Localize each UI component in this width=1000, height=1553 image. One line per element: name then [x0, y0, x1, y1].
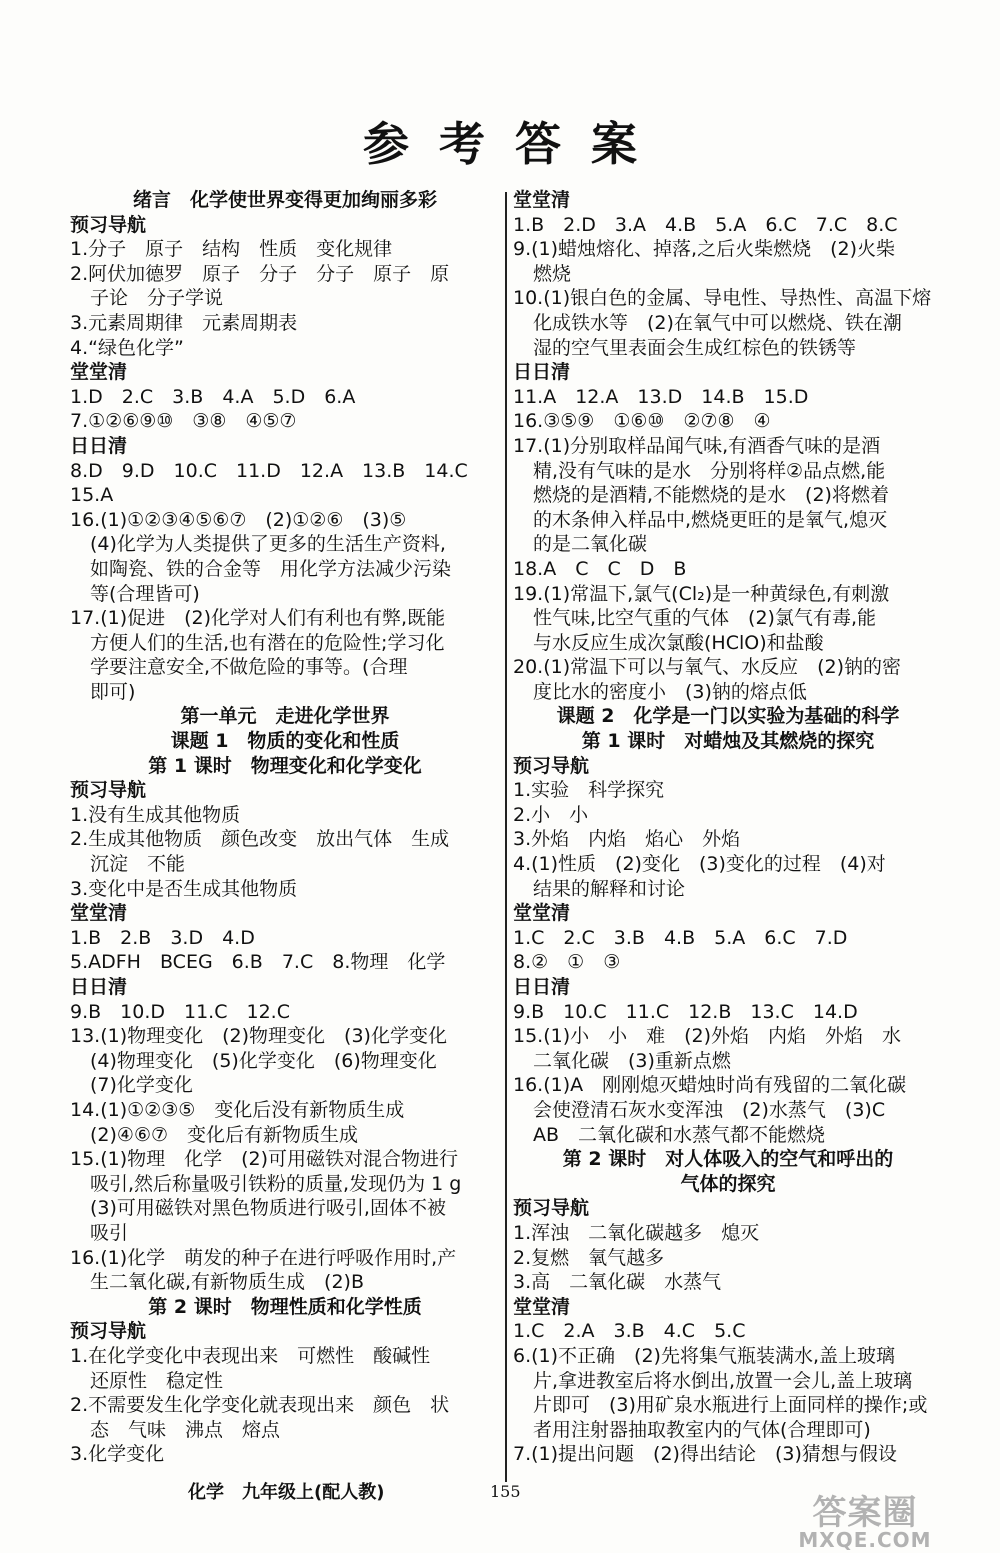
answer-line: 15.(1)小 小 难 (2)外焰 内焰 外焰 水: [513, 1025, 902, 1048]
footer-book-title: 化学 九年级上(配人教): [188, 1482, 385, 1503]
answer-line: 态 气味 沸点 熔点: [90, 1418, 281, 1441]
answer-line: (3)可用磁铁对黑色物质进行吸引,固体不被: [90, 1197, 446, 1220]
page-title: 参考答案: [363, 117, 667, 171]
answer-line: 2.生成其他物质 颜色改变 放出气体 生成: [70, 828, 450, 851]
answer-line: 15.(1)物理 化学 (2)可用磁铁对混合物进行: [70, 1148, 459, 1171]
section-heading: 日日清: [513, 976, 571, 998]
answer-line: 学要注意安全,不做危险的事等。(合理: [90, 656, 408, 679]
section-heading: 预习导航: [70, 213, 147, 236]
answer-line: (4)化学为人类提供了更多的生活生产资料,: [90, 533, 446, 556]
answer-line: 精,没有气味的是水 分别将样②品点燃,能: [533, 459, 886, 482]
answer-line: 16.(1)①②③④⑤⑥⑦ (2)①②⑥ (3)⑤: [70, 508, 407, 531]
answer-line: 5.ADFH BCEG 6.B 7.C 8.物理 化学: [70, 951, 446, 974]
answer-line: 16.(1)化学 萌发的种子在进行呼吸作用时,产: [70, 1246, 457, 1269]
answer-line: 4.“绿色化学”: [70, 336, 184, 359]
answer-line: 结果的解释和讨论: [533, 877, 686, 900]
section-heading: 预习导航: [70, 779, 147, 802]
answer-line: 方便人们的生活,也有潜在的危险性;学习化: [90, 631, 445, 654]
answer-line: 3.变化中是否生成其他物质: [70, 877, 298, 900]
section-heading: 绪言 化学使世界变得更加绚丽多彩: [132, 189, 437, 211]
answer-line: 3.化学变化: [70, 1443, 165, 1466]
answer-line: 1.没有生成其他物质: [70, 803, 241, 826]
answer-line: 生二氧化碳,有新物质生成 (2)B: [90, 1271, 364, 1294]
answer-line: (4)物理变化 (5)化学变化 (6)物理变化: [90, 1049, 437, 1072]
answer-line: 17.(1)分别取样品闻气味,有酒香气味的是酒: [513, 434, 881, 457]
section-heading: 第 2 课时 对人体吸入的空气和呼出的: [562, 1148, 894, 1171]
left-column: [70, 188, 500, 1467]
section-heading: 气体的探究: [680, 1172, 776, 1195]
section-heading: 日日清: [513, 361, 571, 384]
answer-line: 8.D 9.D 10.C 11.D 12.A 13.B 14.C: [70, 459, 468, 482]
answer-line: 等(合理皆可): [90, 582, 200, 605]
answer-line: 沉淀 不能: [90, 853, 186, 876]
column-divider: [505, 192, 507, 1482]
answer-line: 7.①②⑥⑨⑩ ③⑧ ④⑤⑦: [70, 410, 297, 433]
answer-line: 吸引: [90, 1221, 129, 1244]
answer-line: 6.(1)不正确 (2)先将集气瓶装满水,盖上玻璃: [513, 1344, 895, 1367]
answer-line: (2)④⑥⑦ 变化后有新物质生成: [90, 1123, 359, 1146]
answer-line: 燃烧: [533, 262, 572, 285]
answer-line: 燃烧的是酒精,不能燃烧的是水 (2)将燃着: [533, 484, 889, 507]
answer-line: 片即可 (3)用矿泉水瓶进行上面同样的操作;或: [533, 1394, 928, 1417]
answer-line: 14.(1)①②③⑤ 变化后没有新物质生成: [70, 1098, 405, 1121]
answer-line: 还原性 稳定性: [90, 1369, 224, 1392]
answer-line: 17.(1)促进 (2)化学对人们有利也有弊,既能: [70, 607, 446, 630]
answer-line: 与水反应生成次氯酸(HClO)和盐酸: [533, 631, 824, 654]
answer-line: 即可): [90, 680, 136, 703]
answer-line: 片,拿进教室后将水倒出,放置一会儿,盖上玻璃: [533, 1369, 913, 1392]
answer-line: 1.C 2.A 3.B 4.C 5.C: [513, 1320, 746, 1343]
section-heading: 堂堂清: [513, 902, 571, 925]
answer-line: 的是二氧化碳: [533, 533, 648, 556]
section-heading: 第一单元 走进化学世界: [180, 705, 390, 728]
answer-line: 度比水的密度小 (3)钠的熔点低: [533, 680, 807, 703]
answer-line: 1.浑浊 二氧化碳越多 熄灭: [513, 1221, 760, 1244]
section-heading: 第 1 课时 物理变化和化学变化: [148, 754, 422, 777]
section-heading: 堂堂清: [513, 1295, 571, 1318]
answer-line: 16.(1)A 刚刚熄灭蜡烛时尚有残留的二氧化碳: [513, 1074, 907, 1097]
page-number: 155: [490, 1482, 521, 1501]
answer-line: 9.B 10.D 11.C 12.C: [70, 1000, 290, 1023]
answer-line: 吸引,然后称量吸引铁粉的质量,发现仍为 1 g: [90, 1172, 462, 1195]
answer-line: 化成铁水等 (2)在氧气中可以燃烧、铁在潮: [533, 311, 902, 334]
section-heading: 课题 1 物质的变化和性质: [170, 730, 400, 753]
answer-line: 8.② ① ③: [513, 951, 621, 974]
section-heading: 预习导航: [513, 1197, 590, 1220]
answer-line: 7.(1)提出问题 (2)得出结论 (3)猜想与假设: [513, 1443, 897, 1466]
answer-line: 1.B 2.B 3.D 4.D: [70, 926, 255, 949]
answer-line: 2.小 小: [513, 803, 589, 826]
answer-line: 1.实验 科学探究: [513, 779, 665, 802]
answer-line: 2.复燃 氧气越多: [513, 1246, 665, 1269]
section-heading: 第 2 课时 物理性质和化学性质: [148, 1295, 422, 1318]
answer-line: 性气味,比空气重的气体 (2)氯气有毒,能: [533, 607, 876, 630]
answer-line: (7)化学变化: [90, 1074, 193, 1097]
answer-line: 湿的空气里表面会生成红棕色的铁锈等: [533, 336, 857, 359]
answer-line: 10.(1)银白色的金属、导电性、导热性、高温下熔: [513, 287, 932, 310]
answer-line: 2.不需要发生化学变化就表现出来 颜色 状: [70, 1394, 450, 1417]
answer-line: 19.(1)常温下,氯气(Cl₂)是一种黄绿色,有刺激: [513, 582, 890, 605]
answer-line: 9.B 10.C 11.C 12.B 13.C 14.D: [513, 1000, 858, 1023]
section-heading: 预习导航: [70, 1320, 147, 1343]
answer-line: 1.B 2.D 3.A 4.B 5.A 6.C 7.C 8.C: [513, 213, 898, 236]
watermark-logo: [740, 1493, 990, 1552]
answer-line: 20.(1)常温下可以与氧气、水反应 (2)钠的密: [513, 656, 902, 679]
answer-line: 18.A C C D B: [513, 557, 687, 580]
answer-line: 11.A 12.A 13.D 14.B 15.D: [513, 385, 809, 408]
answer-line: AB 二氧化碳和水蒸气都不能燃烧: [533, 1123, 826, 1146]
answer-line: 1.C 2.C 3.B 4.B 5.A 6.C 7.D: [513, 926, 848, 949]
answer-line: 3.元素周期律 元素周期表: [70, 311, 298, 334]
answer-line: 2.阿伏加德罗 原子 分子 分子 原子 原: [70, 262, 450, 285]
watermark-text: 答案圈: [812, 1493, 918, 1533]
answer-line: 如陶瓷、铁的合金等 用化学方法减少污染: [90, 557, 452, 580]
answer-line: 1.分子 原子 结构 性质 变化规律: [70, 238, 393, 261]
answer-line: 3.高 二氧化碳 水蒸气: [513, 1271, 722, 1294]
answer-line: 者用注射器抽取教室内的气体(合理即可): [533, 1418, 871, 1441]
answer-line: 4.(1)性质 (2)变化 (3)变化的过程 (4)对: [513, 853, 886, 876]
answer-line: 1.在化学变化中表现出来 可燃性 酸碱性: [70, 1344, 431, 1367]
answer-line: 15.A: [70, 484, 114, 507]
watermark-url: MXQE.COM: [798, 1528, 932, 1552]
answer-line: 1.D 2.C 3.B 4.A 5.D 6.A: [70, 385, 356, 408]
right-column: [513, 188, 943, 1467]
section-heading: 日日清: [70, 434, 128, 457]
section-heading: 堂堂清: [513, 189, 571, 211]
answer-line: 9.(1)蜡烛熔化、掉落,之后火柴燃烧 (2)火柴: [513, 238, 895, 261]
answer-line: 16.③⑤⑨ ①⑥⑩ ②⑦⑧ ④: [513, 410, 771, 433]
answer-line: 的木条伸入样品中,燃烧更旺的是氧气,熄灭: [533, 508, 888, 531]
answer-line: 13.(1)物理变化 (2)物理变化 (3)化学变化: [70, 1025, 447, 1048]
answer-line: 二氧化碳 (3)重新点燃: [533, 1049, 731, 1072]
section-heading: 堂堂清: [70, 361, 128, 384]
section-heading: 日日清: [70, 976, 128, 998]
section-heading: 堂堂清: [70, 902, 128, 925]
answer-line: 子论 分子学说: [90, 287, 224, 310]
answer-line: 3.外焰 内焰 焰心 外焰: [513, 828, 741, 851]
section-heading: 第 1 课时 对蜡烛及其燃烧的探究: [581, 730, 875, 753]
answer-line: 会使澄清石灰水变浑浊 (2)水蒸气 (3)C: [533, 1098, 886, 1121]
section-heading: 预习导航: [513, 754, 590, 777]
section-heading: 课题 2 化学是一门以实验为基础的科学: [556, 705, 900, 728]
